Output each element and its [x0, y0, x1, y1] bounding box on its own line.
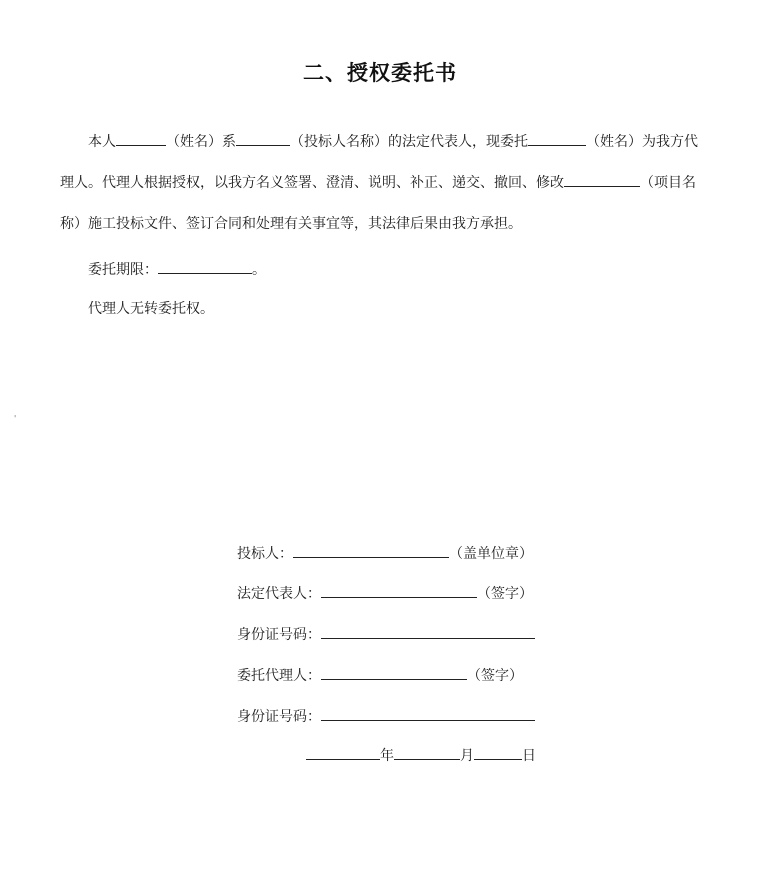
no-subdelegation-statement: 代理人无转委托权。: [88, 301, 214, 317]
authorization-paragraph: [60, 122, 712, 245]
id-blank-2[interactable]: [321, 705, 535, 721]
bidder-signature-row: [237, 542, 533, 563]
year-blank[interactable]: [306, 744, 380, 760]
term-label: 委托期限：: [88, 262, 158, 278]
month-blank[interactable]: [394, 744, 460, 760]
legal-rep-blank[interactable]: [321, 582, 477, 598]
text-segment: （姓名）为我方代: [586, 134, 698, 150]
bidder-name-blank[interactable]: [236, 130, 290, 146]
term-blank[interactable]: [158, 258, 252, 274]
id-label-1: 身份证号码：: [237, 627, 321, 643]
agent-blank[interactable]: [321, 664, 467, 680]
bidder-blank[interactable]: [293, 542, 449, 558]
agent-signature-row: [237, 664, 523, 685]
legal-rep-label: 法定代表人：: [237, 586, 321, 602]
text-segment: （姓名）系: [166, 134, 236, 150]
text-segment: 理人。代理人根据授权，以我方名义签署、澄清、说明、补正、递交、撤回、修改: [60, 175, 564, 191]
id-label-2: 身份证号码：: [237, 709, 321, 725]
paragraph-line-1: [60, 122, 712, 163]
text-segment: 本人: [88, 134, 116, 150]
day-label: 日: [522, 748, 536, 764]
agent-name-blank[interactable]: [528, 130, 586, 146]
id-number-row-1: [237, 623, 535, 644]
principal-name-blank[interactable]: [116, 130, 166, 146]
term-line: [88, 258, 266, 279]
bidder-label: 投标人：: [237, 546, 293, 562]
day-blank[interactable]: [474, 744, 522, 760]
paragraph-line-3: [60, 204, 712, 245]
agent-note: （签字）: [467, 668, 523, 684]
term-end: 。: [252, 262, 266, 278]
date-row: [306, 744, 536, 765]
legal-rep-signature-row: [237, 582, 533, 603]
year-label: 年: [380, 748, 394, 764]
stray-mark: ': [14, 414, 17, 423]
paragraph-line-2: [60, 163, 712, 204]
legal-rep-note: （签字）: [477, 586, 533, 602]
text-segment: 称）施工投标文件、签订合同和处理有关事宜等，其法律后果由我方承担。: [60, 216, 522, 232]
text-segment: （项目名: [640, 175, 696, 191]
id-blank-1[interactable]: [321, 623, 535, 639]
bidder-note: （盖单位章）: [449, 546, 533, 562]
page-title: 二、授权委托书: [303, 61, 457, 85]
id-number-row-2: [237, 705, 535, 726]
month-label: 月: [460, 748, 474, 764]
project-name-blank[interactable]: [564, 171, 640, 187]
text-segment: （投标人名称）的法定代表人，现委托: [290, 134, 528, 150]
agent-label: 委托代理人：: [237, 668, 321, 684]
